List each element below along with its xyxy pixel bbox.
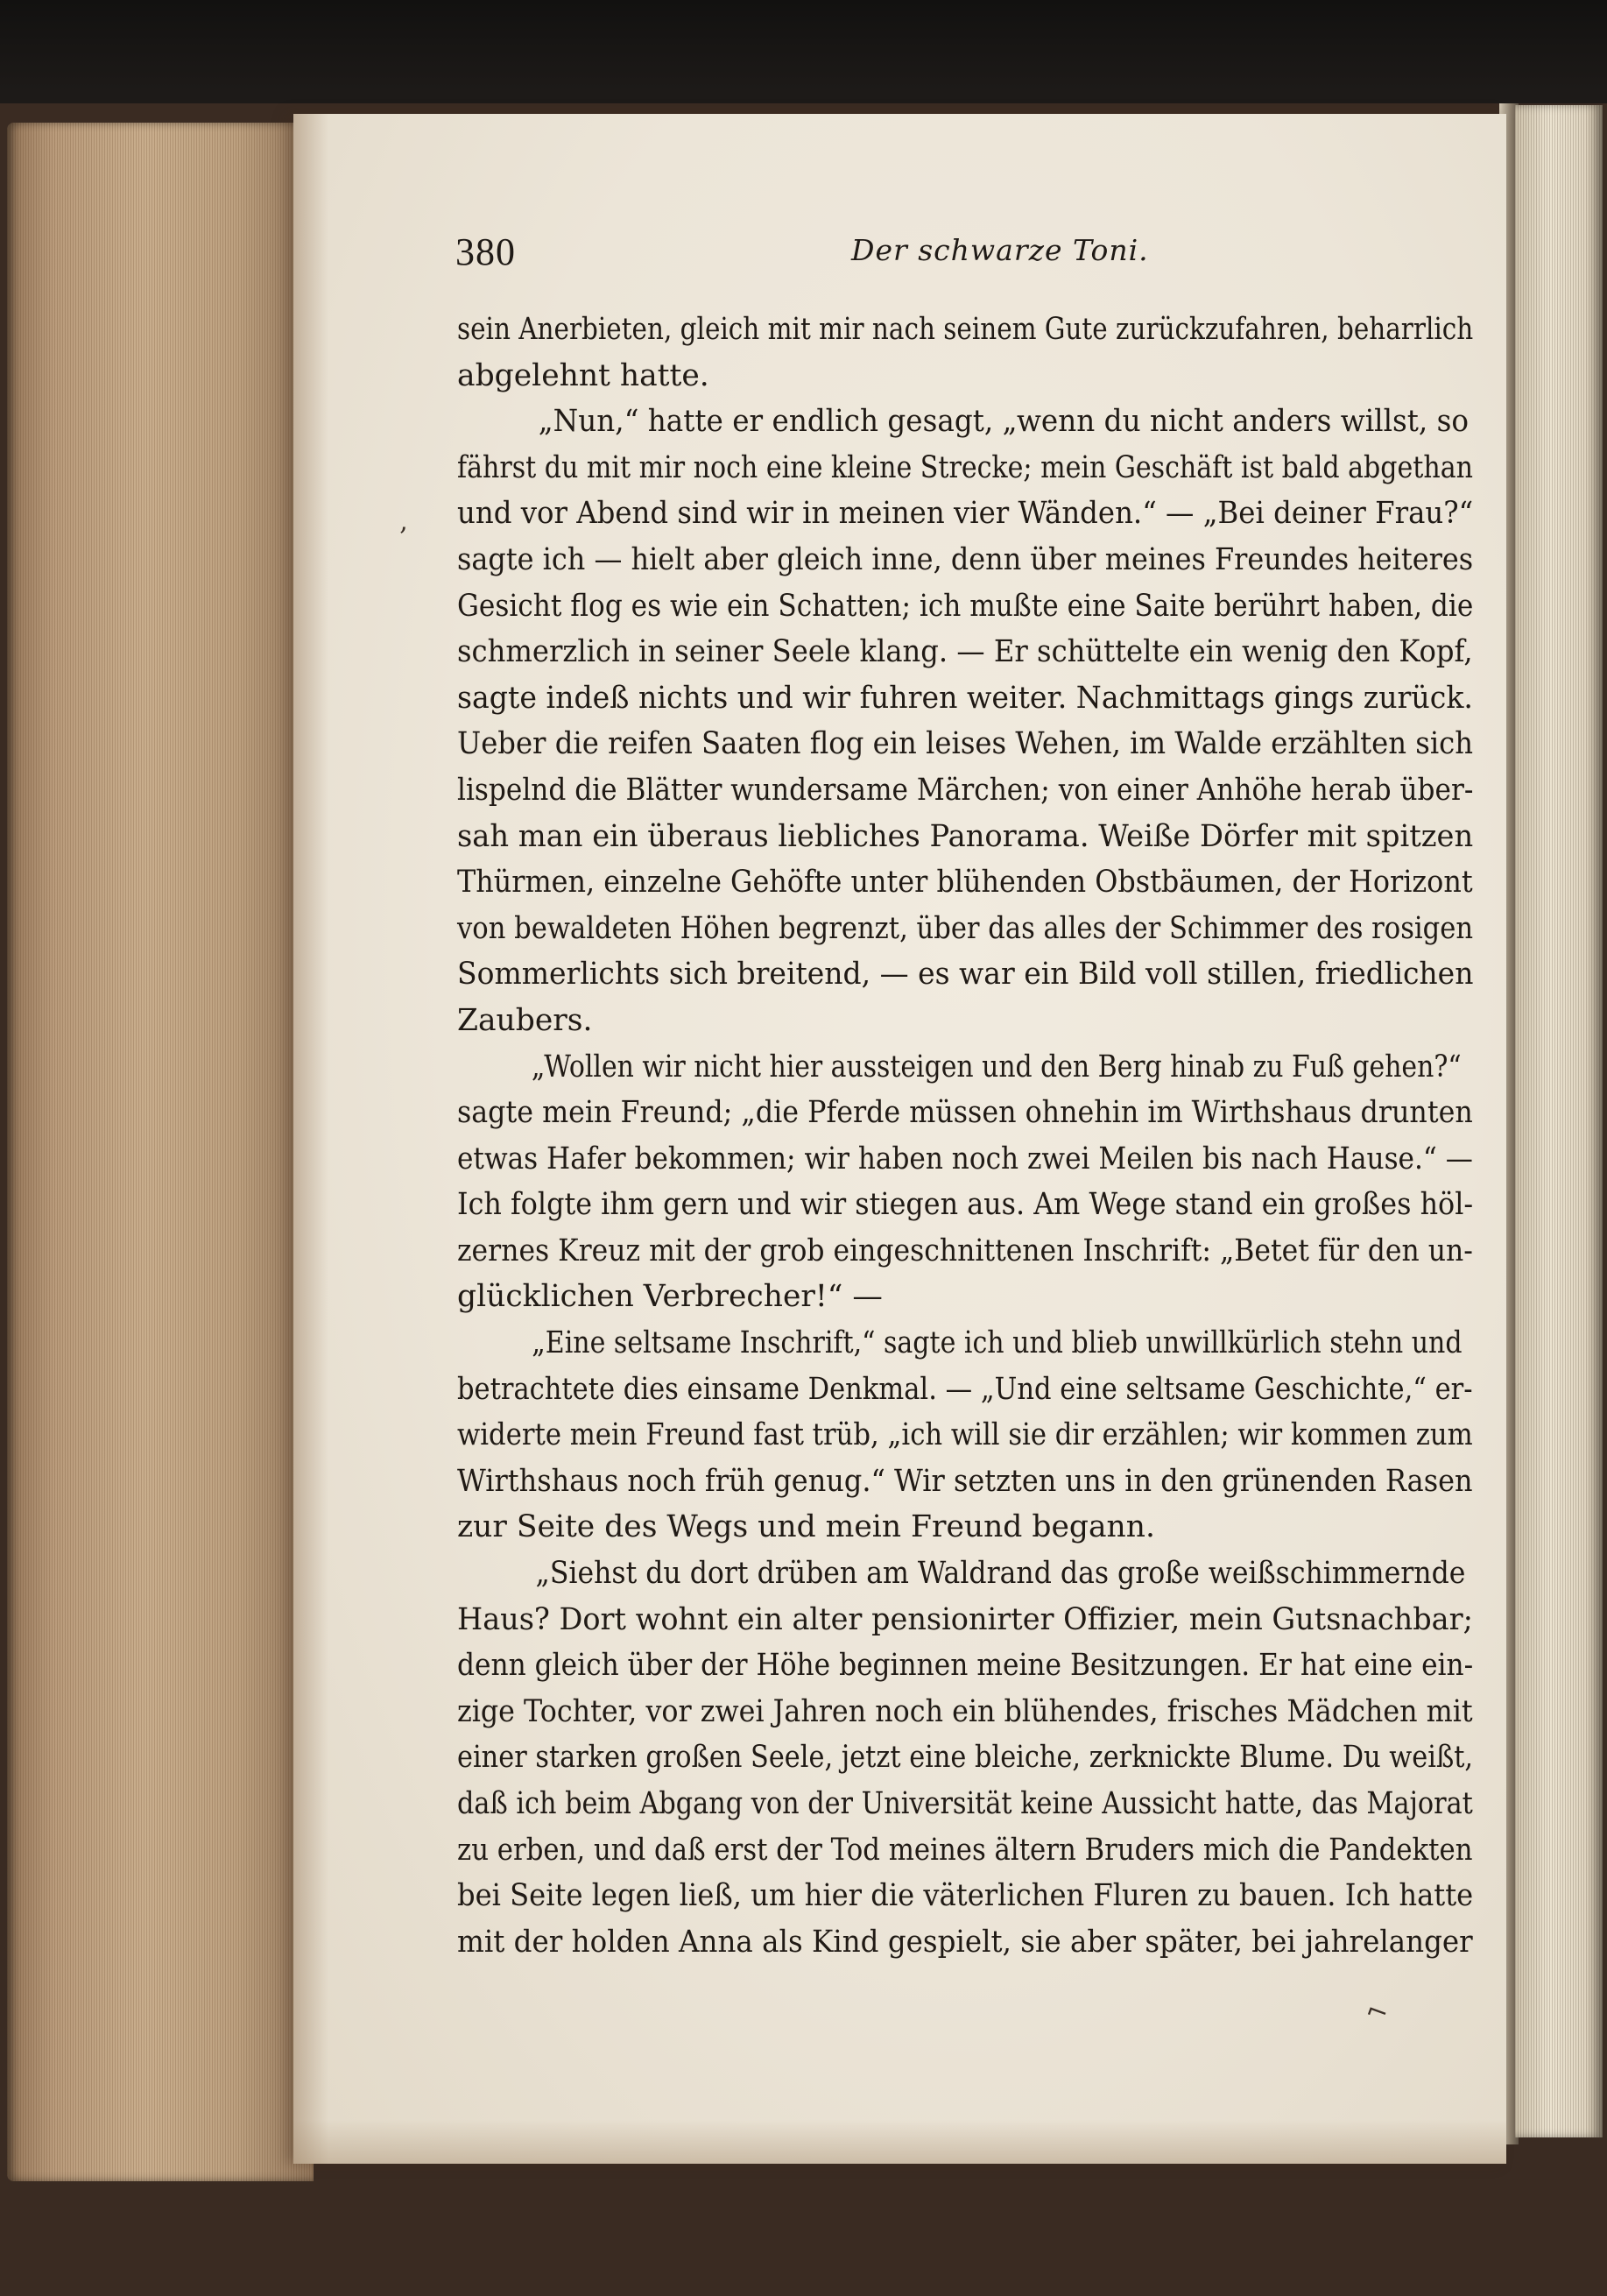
text-line: etwas Hafer bekommen; wir haben noch zwei Meilen bis nach Hause.“ — <box>457 1141 1473 1176</box>
text-line: glücklichen Verbrecher!“ — <box>457 1279 883 1315</box>
running-head <box>455 230 1467 282</box>
text-line: Thürmen, einzelne Gehöfte unter blühenden Obstbäumen, der Horizont <box>457 865 1473 901</box>
text-line: Wirthshaus noch früh genug.“ Wir setzten uns in den grünenden Rasen <box>457 1463 1473 1499</box>
left-page-stack <box>7 123 314 2181</box>
text-line: widerte mein Freund fast trüb, „ich will sie dir erzählen; wir kommen zum <box>457 1417 1473 1453</box>
text-line: und vor Abend sind wir in meinen vier Wänden.“ — „Bei deiner Frau?“ <box>457 496 1474 532</box>
text-line: lispelnd die Blätter wundersame Märchen; von einer Anhöhe herab über- <box>457 772 1474 808</box>
running-title: Der schwarze Toni. <box>851 233 1149 267</box>
pencil-mark: ⌐ <box>1361 1994 1393 2031</box>
text-line: Gesicht flog es wie ein Schatten; ich mußte eine Saite berührt haben, die <box>457 588 1474 624</box>
page-shadow <box>293 114 328 2164</box>
page-number: 380 <box>455 230 516 273</box>
text-line: von bewaldeten Höhen begrenzt, über das alles der Schimmer des rosigen <box>457 910 1474 946</box>
text-line: Zaubers. <box>457 1002 593 1038</box>
text-line: zige Tochter, vor zwei Jahren noch ein blühendes, frisches Mädchen mit <box>457 1693 1473 1729</box>
text-line: „Eine seltsame Inschrift,“ sagte ich und blieb unwillkürlich stehn und <box>532 1325 1463 1361</box>
text-line: bei Seite legen ließ, um hier die väterlichen Fluren zu bauen. Ich hatte <box>457 1878 1474 1914</box>
text-line: mit der holden Anna als Kind gespielt, sie aber später, bei jahrelanger <box>457 1924 1473 1960</box>
text-line: denn gleich über der Höhe beginnen meine Besitzungen. Er hat eine ein- <box>457 1648 1474 1684</box>
text-line: Ueber die reifen Saaten flog ein leises Wehen, im Walde erzählten sich <box>457 726 1474 762</box>
text-line: daß ich beim Abgang von der Universität keine Aussicht hatte, das Majorat <box>457 1786 1473 1821</box>
text-line: sagte indeß nichts und wir fuhren weiter. Nachmittags gings zurück. <box>457 680 1473 716</box>
text-line: abgelehnt hatte. <box>457 357 709 393</box>
text-line: „Nun,“ hatte er endlich gesagt, „wenn du nicht anders willst, so <box>538 404 1470 440</box>
text-line: sein Anerbieten, gleich mit mir nach seinem Gute zurückzufahren, beharrlich <box>457 312 1474 347</box>
text-line: sagte ich — hielt aber gleich inne, denn über meines Freundes heiteres <box>457 541 1474 577</box>
text-line: schmerzlich in seiner Seele klang. — Er schüttelte ein wenig den Kopf, <box>457 634 1473 670</box>
text-line: sagte mein Freund; „die Pferde müssen ohnehin im Wirthshaus drunten <box>457 1095 1473 1131</box>
text-line: zur Seite des Wegs und mein Freund begann. <box>457 1509 1155 1545</box>
text-line: fährst du mit mir noch eine kleine Strecke; mein Geschäft ist bald abgethan <box>457 449 1473 485</box>
text-line: Sommerlichts sich breitend, — es war ein Bild voll stillen, friedlichen <box>457 957 1474 993</box>
page-shadow-bottom <box>293 2120 1506 2164</box>
body-text <box>457 307 1473 1965</box>
text-line: zernes Kreuz mit der grob eingeschnittenen Inschrift: „Betet für den un- <box>457 1233 1473 1268</box>
right-page-stack <box>1515 105 1603 2137</box>
text-line: „Wollen wir nicht hier aussteigen und den Berg hinab zu Fuß gehen?“ <box>531 1049 1462 1084</box>
text-line: Haus? Dort wohnt ein alter pensionirter Offizier, mein Gutsnachbar; <box>457 1601 1473 1637</box>
text-line: „Siehst du dort drüben am Waldrand das große weißschimmernde <box>535 1556 1466 1592</box>
text-line: zu erben, und daß erst der Tod meines ältern Bruders mich die Pandekten <box>457 1832 1473 1868</box>
margin-mark: ‚ <box>399 506 408 537</box>
text-line: betrachtete dies einsame Denkmal. — „Und eine seltsame Geschichte,“ er- <box>457 1371 1473 1407</box>
text-line: einer starken großen Seele, jetzt eine bleiche, zerknickte Blume. Du weißt, <box>457 1740 1474 1776</box>
text-line: Ich folgte ihm gern und wir stiegen aus. Am Wege stand ein großes höl- <box>457 1187 1474 1223</box>
text-line: sah man ein überaus liebliches Panorama. Weiße Dörfer mit spitzen <box>457 818 1474 854</box>
